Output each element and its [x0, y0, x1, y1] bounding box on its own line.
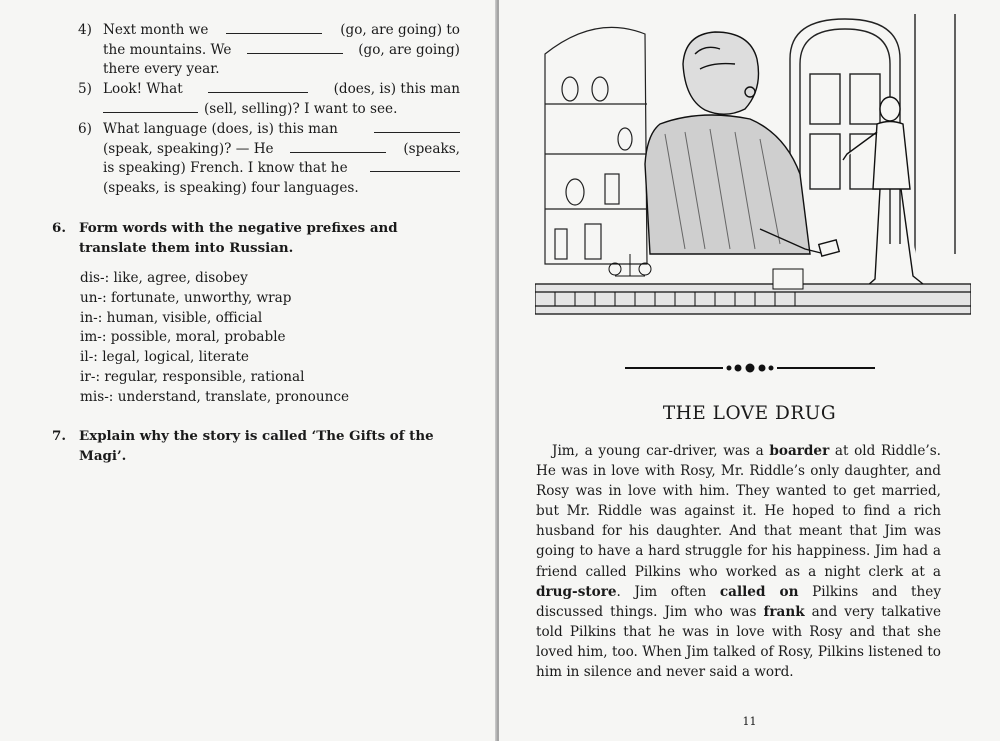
- answer-blank[interactable]: [103, 100, 198, 113]
- answer-blank[interactable]: [208, 80, 308, 93]
- vocab-term: frank: [763, 603, 805, 620]
- list-item: im-: possible, moral, probable: [80, 329, 286, 346]
- right-page: [499, 0, 1000, 741]
- list-item: un-: fortunate, unworthy, wrap: [80, 289, 292, 306]
- exercise-item-4: 4) Next month we (go, are going) to the mountains. We (go, are going) there every year.: [78, 22, 460, 78]
- ornament-divider: [625, 360, 875, 376]
- answer-blank[interactable]: [247, 41, 343, 54]
- list-item: in-: human, visible, official: [80, 309, 263, 326]
- answer-blank[interactable]: [226, 21, 322, 34]
- item-number: 6): [78, 121, 92, 137]
- list-item: mis-: understand, translate, pronounce: [80, 388, 349, 405]
- exercise-item-5: 5) Look! What (does, is) this man (sell, selling)? I want to see.: [78, 81, 460, 117]
- list-item: ir-: regular, responsible, rational: [80, 368, 305, 385]
- story-title: THE LOVE DRUG: [662, 403, 837, 424]
- task-7-heading: 7. Explain why the story is called ‘The Gifts of the Magi’.: [52, 428, 434, 464]
- list-item: il-: legal, logical, literate: [80, 349, 249, 366]
- prefix-list: [80, 269, 349, 408]
- answer-blank[interactable]: [370, 159, 460, 172]
- left-page: [0, 0, 497, 741]
- item-number: 4): [78, 22, 92, 38]
- vocab-term: drug-store: [536, 583, 617, 600]
- exercise-item-6: 6) What language (does, is) this man (speak, speaking)? — He (speaks, is speaking) French. I know that he (speaks, is speaking) four languages.: [78, 121, 460, 196]
- drugstore-illustration: [535, 14, 971, 326]
- item-number: 5): [78, 81, 92, 97]
- answer-blank[interactable]: [290, 140, 386, 153]
- answer-blank[interactable]: [374, 120, 460, 133]
- list-item: dis-: like, agree, disobey: [80, 270, 248, 286]
- vocab-term: called on: [719, 583, 799, 600]
- story-text: Jim, a young car-driver, was a boarder at old Riddle’s. He was in love with Rosy, Mr. Riddle’s only daughter, and Rosy was in love with him. They wanted to get married, but Mr. Riddle was against it. He hoped to find a rich husband for his daughter. And that meant that Jim was going to have a hard struggle for his happiness. Jim had a friend called Pilkins who worked as a night clerk at a drug-store. Jim often called on Pilkins and they discussed things. Jim who was frank and very talkative told Pilkins that he was in love with Rosy and that she loved him, too. When Jim talked of Rosy, Pilkins listened to him in silence and never said a word.: [536, 443, 942, 681]
- page-number: 11: [742, 715, 757, 728]
- task-6-heading: 6. Form words with the negative prefixes and translate them into Russian.: [52, 220, 398, 256]
- vocab-term: boarder: [769, 443, 830, 459]
